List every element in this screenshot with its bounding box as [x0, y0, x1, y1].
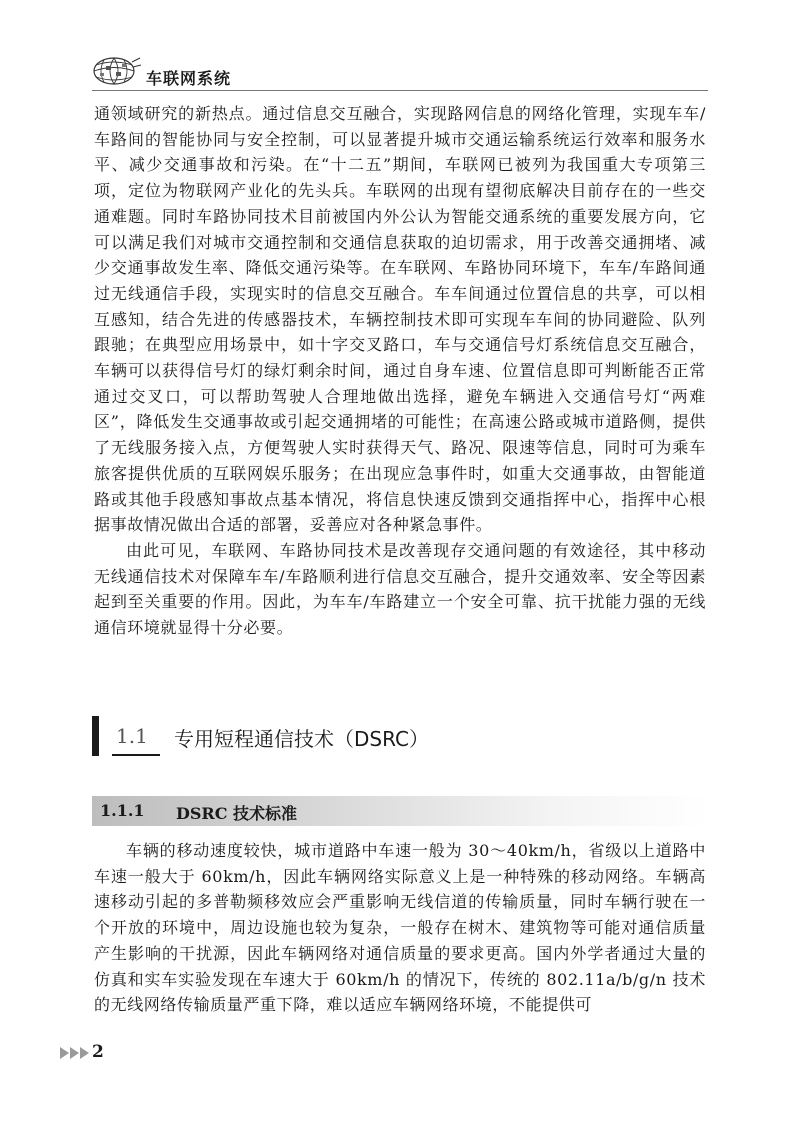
body-text-top: [94, 101, 706, 641]
header-rule: [92, 90, 708, 91]
section-title: 专用短程通信技术（DSRC）: [174, 727, 429, 751]
section-heading: [92, 716, 592, 756]
paragraph: 车辆的移动速度较快，城市道路中车速一般为 30～40km/h，省级以上道路中车速一般大于 60km/h，因此车辆网络实际意义上是一种特殊的移动网络。车辆高速移动引起的多普勒频移效应会严重影响无线信道的传输质量，同时车辆行驶在一个开放的环境中，周边设施也较为复杂，一般存在树木、建筑物等可能对通信质量产生影响的干扰源，因此车辆网络对通信质量的要求更高。国内外学者通过大量的仿真和实车实验发现在车速大于 60km/h 的情况下，传统的 802.11a/b/g/n 技术的无线网络传输质量严重下降，难以适应车辆网络环境，不能提供可: [94, 841, 706, 1015]
page-arrow-icon: [60, 1047, 69, 1059]
section-bar: [92, 716, 99, 756]
subsection-title: DSRC 技术标准: [176, 804, 298, 823]
book-title: 车联网系统: [146, 69, 232, 88]
globe-logo-icon: [92, 54, 142, 86]
section-number-underline: [112, 754, 160, 756]
page-arrow-icon: [70, 1047, 79, 1059]
paragraph: 通领域研究的新热点。通过信息交互融合，实现路网信息的网络化管理，实现车车/车路间的智能协同与安全控制，可以显著提升城市交通运输系统运行效率和服务水平、减少交通事故和污染。在“十二五”期间，车联网已被列为我国重大专项第三项，定位为物联网产业化的先头兵。车联网的出现有望彻底解决目前存在的一些交通难题。同时车路协同技术目前被国内外公认为智能交通系统的重要发展方向，它可以满足我们对城市交通控制和交通信息获取的迫切需求，用于改善交通拥堵、减少交通事故发生率、降低交通污染等。在车联网、车路协同环境下，车车/车路间通过无线通信手段，实现实时的信息交互融合。车车间通过位置信息的共享，可以相互感知，结合先进的传感器技术，车辆控制技术即可实现车车间的协同避险、队列跟驰；在典型应用场景中，如十字交叉路口，车与交通信号灯系统信息交互融合，车辆可以获得信号灯的绿灯剩余时间，通过自身车速、位置信息即可判断能否正常通过交叉口，可以帮助驾驶人合理地做出选择，避免车辆进入交通信号灯“两难区”，降低发生交通事故或引起交通拥堵的可能性；在高速公路或城市道路侧，提供了无线服务接入点，方便驾驶人实时获得天气、路况、限速等信息，同时可为乘车旅客提供优质的互联网娱乐服务；在出现应急事件时，如重大交通事故，由智能道路或其他手段感知事故点基本情况，将信息快速反馈到交通指挥中心，指挥中心根据事故情况做出合适的部署，妥善应对各种紧急事件。: [94, 104, 706, 535]
page-arrow-icon: [80, 1047, 89, 1059]
body-text-bottom: [94, 838, 706, 1018]
paragraph: 由此可见，车联网、车路协同技术是改善现存交通问题的有效途径，其中移动无线通信技术对保障车车/车路顺利进行信息交互融合，提升交通效率、安全等因素起到至关重要的作用。因此，为车车/车路建立一个安全可靠、抗干扰能力强的无线通信环境就显得十分必要。: [94, 540, 706, 638]
page-number: 2: [92, 1042, 104, 1062]
page-footer: [60, 1042, 180, 1064]
section-number: 1.1: [116, 724, 148, 748]
subsection-number: 1.1.1: [100, 801, 145, 820]
subsection-heading: [92, 796, 708, 826]
running-header: [92, 52, 708, 92]
